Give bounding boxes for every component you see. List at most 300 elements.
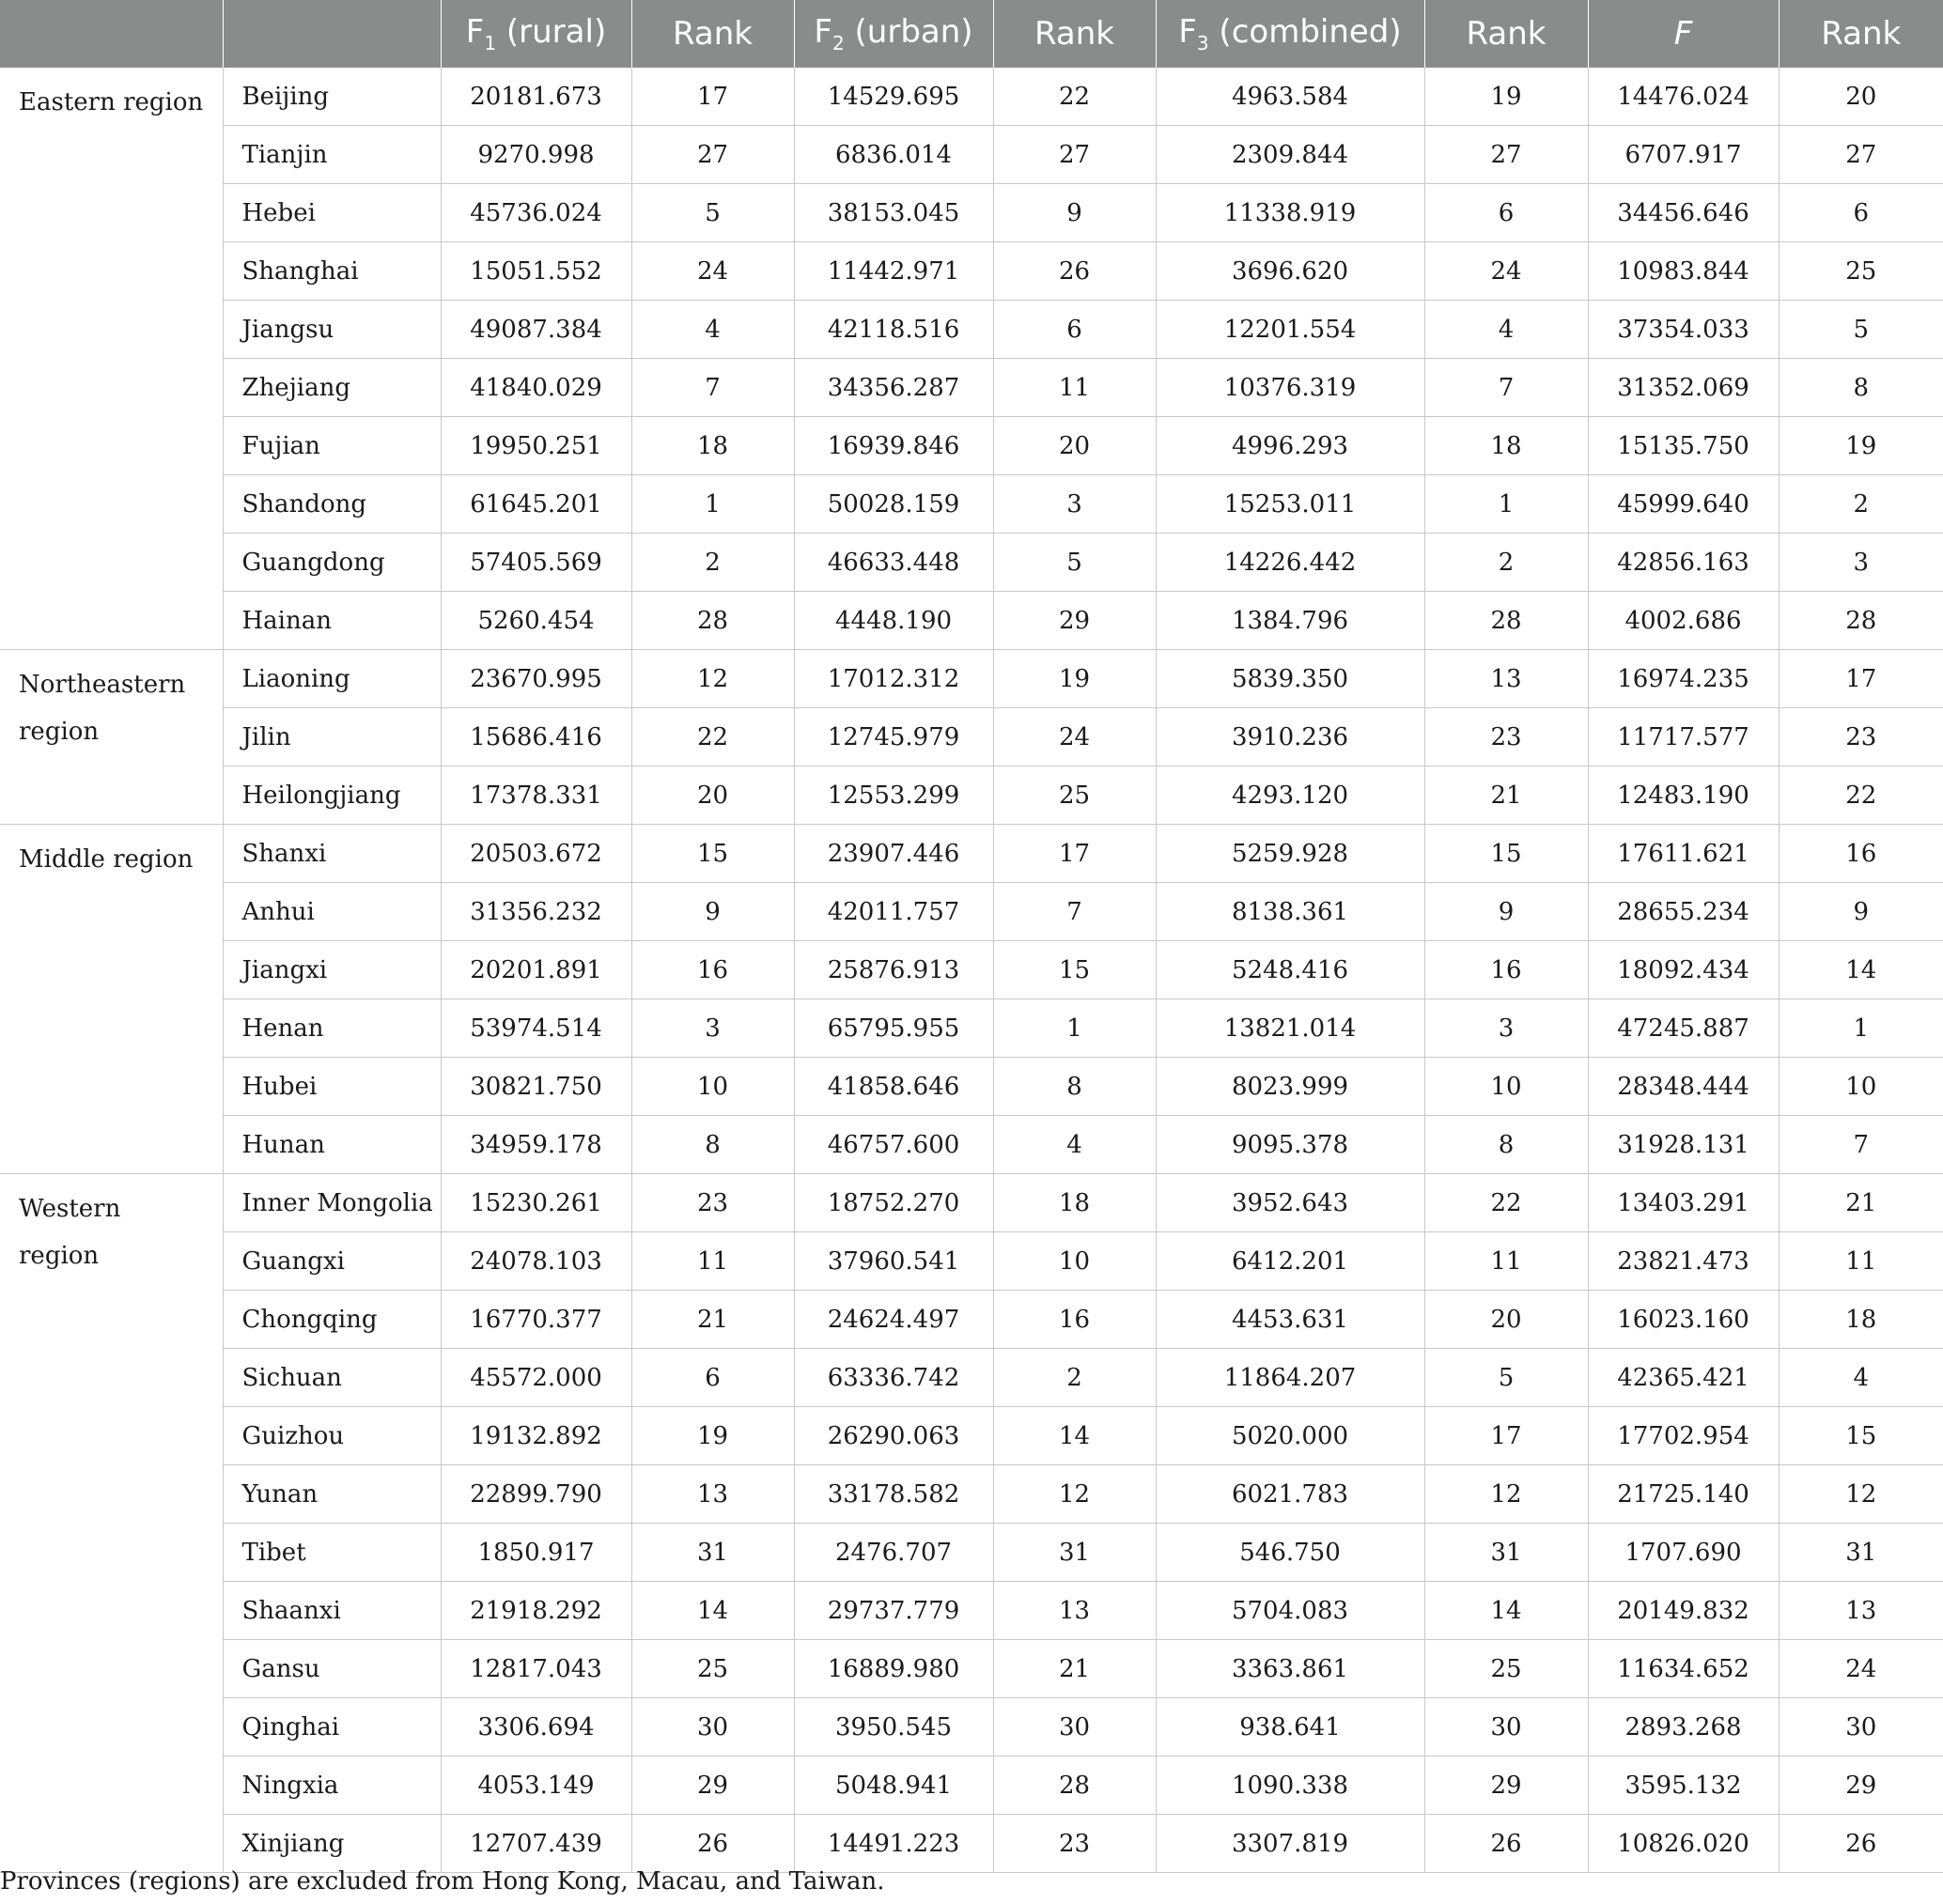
f2-rank-cell: 18 <box>993 1174 1156 1232</box>
table-row <box>0 475 1943 534</box>
f3-rank-cell: 15 <box>1424 825 1588 883</box>
f2-rank-cell: 8 <box>993 1058 1156 1116</box>
f1-rank-cell: 5 <box>631 184 794 242</box>
f1-value-cell: 31356.232 <box>441 883 631 941</box>
f-value-cell: 31928.131 <box>1588 1116 1779 1174</box>
f-rank-cell: 12 <box>1779 1465 1943 1524</box>
table-row <box>0 766 1943 825</box>
header-f1-sub: 1 <box>484 31 497 54</box>
f2-value-cell: 65795.955 <box>794 999 993 1058</box>
f3-rank-cell: 30 <box>1424 1698 1588 1757</box>
f2-value-cell: 37960.541 <box>794 1232 993 1291</box>
f2-rank-cell: 14 <box>993 1407 1156 1465</box>
table-row <box>0 417 1943 475</box>
table-body <box>0 68 1943 1873</box>
f2-value-cell: 6836.014 <box>794 126 993 184</box>
f3-value-cell: 938.641 <box>1156 1698 1424 1757</box>
f-rank-cell: 9 <box>1779 883 1943 941</box>
f3-rank-cell: 5 <box>1424 1349 1588 1407</box>
f1-rank-cell: 4 <box>631 301 794 359</box>
province-cell: Ningxia <box>223 1757 441 1815</box>
f2-value-cell: 29737.779 <box>794 1582 993 1640</box>
f1-value-cell: 20181.673 <box>441 68 631 126</box>
header-f3-sub: 3 <box>1196 31 1209 54</box>
province-cell: Liaoning <box>223 650 441 708</box>
province-cell: Hainan <box>223 592 441 650</box>
f2-rank-cell: 20 <box>993 417 1156 475</box>
f1-rank-cell: 17 <box>631 68 794 126</box>
f2-rank-cell: 16 <box>993 1291 1156 1349</box>
table-row <box>0 1232 1943 1291</box>
province-cell: Tibet <box>223 1524 441 1582</box>
f-value-cell: 3595.132 <box>1588 1757 1779 1815</box>
f1-value-cell: 1850.917 <box>441 1524 631 1582</box>
f3-rank-cell: 16 <box>1424 941 1588 999</box>
f3-value-cell: 13821.014 <box>1156 999 1424 1058</box>
table-row <box>0 941 1943 999</box>
f3-rank-cell: 26 <box>1424 1815 1588 1873</box>
f-value-cell: 2893.268 <box>1588 1698 1779 1757</box>
province-cell: Guizhou <box>223 1407 441 1465</box>
f3-value-cell: 5704.083 <box>1156 1582 1424 1640</box>
f1-rank-cell: 31 <box>631 1524 794 1582</box>
f-value-cell: 1707.690 <box>1588 1524 1779 1582</box>
f2-value-cell: 3950.545 <box>794 1698 993 1757</box>
f-rank-cell: 27 <box>1779 126 1943 184</box>
f1-rank-cell: 8 <box>631 1116 794 1174</box>
table-row <box>0 359 1943 417</box>
f1-value-cell: 9270.998 <box>441 126 631 184</box>
f-rank-cell: 6 <box>1779 184 1943 242</box>
province-cell: Tianjin <box>223 126 441 184</box>
f2-value-cell: 24624.497 <box>794 1291 993 1349</box>
f3-rank-cell: 6 <box>1424 184 1588 242</box>
header-province <box>223 0 441 68</box>
province-cell: Inner Mongolia <box>223 1174 441 1232</box>
f3-value-cell: 14226.442 <box>1156 534 1424 592</box>
f3-value-cell: 6021.783 <box>1156 1465 1424 1524</box>
f1-rank-cell: 6 <box>631 1349 794 1407</box>
f3-rank-cell: 28 <box>1424 592 1588 650</box>
f2-rank-cell: 25 <box>993 766 1156 825</box>
f3-value-cell: 5259.928 <box>1156 825 1424 883</box>
table-row <box>0 126 1943 184</box>
f-value-cell: 18092.434 <box>1588 941 1779 999</box>
f2-value-cell: 63336.742 <box>794 1349 993 1407</box>
f2-value-cell: 5048.941 <box>794 1757 993 1815</box>
table-row <box>0 999 1943 1058</box>
f3-value-cell: 3952.643 <box>1156 1174 1424 1232</box>
f-value-cell: 13403.291 <box>1588 1174 1779 1232</box>
f1-value-cell: 24078.103 <box>441 1232 631 1291</box>
f1-value-cell: 12707.439 <box>441 1815 631 1873</box>
header-f2 <box>794 0 993 68</box>
f1-rank-cell: 26 <box>631 1815 794 1873</box>
f1-value-cell: 15686.416 <box>441 708 631 766</box>
table-row <box>0 592 1943 650</box>
f1-rank-cell: 7 <box>631 359 794 417</box>
f1-rank-cell: 23 <box>631 1174 794 1232</box>
f-rank-cell: 13 <box>1779 1582 1943 1640</box>
f2-rank-cell: 19 <box>993 650 1156 708</box>
f3-value-cell: 11864.207 <box>1156 1349 1424 1407</box>
province-cell: Fujian <box>223 417 441 475</box>
f2-rank-cell: 1 <box>993 999 1156 1058</box>
f2-value-cell: 12745.979 <box>794 708 993 766</box>
f3-rank-cell: 21 <box>1424 766 1588 825</box>
f1-rank-cell: 22 <box>631 708 794 766</box>
f-rank-cell: 17 <box>1779 650 1943 708</box>
f2-value-cell: 34356.287 <box>794 359 993 417</box>
f-rank-cell: 20 <box>1779 68 1943 126</box>
f2-rank-cell: 6 <box>993 301 1156 359</box>
f2-rank-cell: 3 <box>993 475 1156 534</box>
header-rank-3: Rank <box>1424 0 1588 68</box>
f2-value-cell: 14529.695 <box>794 68 993 126</box>
f2-value-cell: 17012.312 <box>794 650 993 708</box>
f3-rank-cell: 11 <box>1424 1232 1588 1291</box>
f1-value-cell: 41840.029 <box>441 359 631 417</box>
f3-value-cell: 3910.236 <box>1156 708 1424 766</box>
f2-value-cell: 38153.045 <box>794 184 993 242</box>
f1-rank-cell: 12 <box>631 650 794 708</box>
f-value-cell: 11634.652 <box>1588 1640 1779 1698</box>
f1-value-cell: 12817.043 <box>441 1640 631 1698</box>
f2-rank-cell: 24 <box>993 708 1156 766</box>
f3-value-cell: 12201.554 <box>1156 301 1424 359</box>
f1-rank-cell: 3 <box>631 999 794 1058</box>
f3-rank-cell: 12 <box>1424 1465 1588 1524</box>
f3-value-cell: 4963.584 <box>1156 68 1424 126</box>
table-footnote: Provinces (regions) are excluded from Hong Kong, Macau, and Taiwan. <box>0 1867 885 1896</box>
f2-rank-cell: 15 <box>993 941 1156 999</box>
f-value-cell: 17611.621 <box>1588 825 1779 883</box>
f-value-cell: 15135.750 <box>1588 417 1779 475</box>
f-value-cell: 28348.444 <box>1588 1058 1779 1116</box>
f2-rank-cell: 7 <box>993 883 1156 941</box>
f-value-cell: 14476.024 <box>1588 68 1779 126</box>
f3-value-cell: 3363.861 <box>1156 1640 1424 1698</box>
table-row <box>0 1349 1943 1407</box>
f2-rank-cell: 5 <box>993 534 1156 592</box>
f-rank-cell: 5 <box>1779 301 1943 359</box>
f-rank-cell: 1 <box>1779 999 1943 1058</box>
f-rank-cell: 10 <box>1779 1058 1943 1116</box>
f1-rank-cell: 1 <box>631 475 794 534</box>
header-f <box>1588 0 1779 68</box>
f-value-cell: 45999.640 <box>1588 475 1779 534</box>
f1-value-cell: 45736.024 <box>441 184 631 242</box>
f-rank-cell: 28 <box>1779 592 1943 650</box>
province-cell: Heilongjiang <box>223 766 441 825</box>
f2-rank-cell: 26 <box>993 242 1156 301</box>
f2-value-cell: 23907.446 <box>794 825 993 883</box>
f3-value-cell: 3307.819 <box>1156 1815 1424 1873</box>
table-row <box>0 1291 1943 1349</box>
f1-value-cell: 16770.377 <box>441 1291 631 1349</box>
header-rank-4: Rank <box>1779 0 1943 68</box>
f-value-cell: 10983.844 <box>1588 242 1779 301</box>
province-cell: Shaanxi <box>223 1582 441 1640</box>
province-cell: Sichuan <box>223 1349 441 1407</box>
f2-value-cell: 4448.190 <box>794 592 993 650</box>
f3-value-cell: 11338.919 <box>1156 184 1424 242</box>
f2-value-cell: 33178.582 <box>794 1465 993 1524</box>
header-f3 <box>1156 0 1424 68</box>
f3-value-cell: 15253.011 <box>1156 475 1424 534</box>
header-f-italic: F <box>1673 15 1693 53</box>
f-value-cell: 6707.917 <box>1588 126 1779 184</box>
f3-value-cell: 2309.844 <box>1156 126 1424 184</box>
f2-rank-cell: 12 <box>993 1465 1156 1524</box>
table-row <box>0 242 1943 301</box>
f1-value-cell: 57405.569 <box>441 534 631 592</box>
f1-rank-cell: 19 <box>631 1407 794 1465</box>
province-cell: Yunan <box>223 1465 441 1524</box>
f1-value-cell: 17378.331 <box>441 766 631 825</box>
f2-rank-cell: 27 <box>993 126 1156 184</box>
f1-rank-cell: 9 <box>631 883 794 941</box>
header-f2-main: F <box>814 13 832 52</box>
f1-rank-cell: 29 <box>631 1757 794 1815</box>
f-rank-cell: 30 <box>1779 1698 1943 1757</box>
province-cell: Jilin <box>223 708 441 766</box>
f-rank-cell: 19 <box>1779 417 1943 475</box>
f-rank-cell: 11 <box>1779 1232 1943 1291</box>
table-row <box>0 708 1943 766</box>
province-cell: Hebei <box>223 184 441 242</box>
f1-rank-cell: 14 <box>631 1582 794 1640</box>
table-row <box>0 1407 1943 1465</box>
f-value-cell: 37354.033 <box>1588 301 1779 359</box>
f3-rank-cell: 13 <box>1424 650 1588 708</box>
f1-value-cell: 4053.149 <box>441 1757 631 1815</box>
f-value-cell: 47245.887 <box>1588 999 1779 1058</box>
f-rank-cell: 23 <box>1779 708 1943 766</box>
f-value-cell: 20149.832 <box>1588 1582 1779 1640</box>
f3-value-cell: 5020.000 <box>1156 1407 1424 1465</box>
f1-rank-cell: 28 <box>631 592 794 650</box>
f1-value-cell: 15230.261 <box>441 1174 631 1232</box>
f2-value-cell: 14491.223 <box>794 1815 993 1873</box>
f-rank-cell: 21 <box>1779 1174 1943 1232</box>
province-cell: Hunan <box>223 1116 441 1174</box>
f3-value-cell: 8023.999 <box>1156 1058 1424 1116</box>
f-rank-cell: 31 <box>1779 1524 1943 1582</box>
f2-rank-cell: 13 <box>993 1582 1156 1640</box>
table-row <box>0 883 1943 941</box>
f3-rank-cell: 10 <box>1424 1058 1588 1116</box>
f3-rank-cell: 20 <box>1424 1291 1588 1349</box>
header-rank-2: Rank <box>993 0 1156 68</box>
f-value-cell: 42856.163 <box>1588 534 1779 592</box>
f2-rank-cell: 23 <box>993 1815 1156 1873</box>
f3-rank-cell: 27 <box>1424 126 1588 184</box>
f2-value-cell: 2476.707 <box>794 1524 993 1582</box>
f1-value-cell: 19950.251 <box>441 417 631 475</box>
f3-value-cell: 9095.378 <box>1156 1116 1424 1174</box>
province-cell: Chongqing <box>223 1291 441 1349</box>
f3-rank-cell: 4 <box>1424 301 1588 359</box>
f2-value-cell: 16889.980 <box>794 1640 993 1698</box>
f-value-cell: 12483.190 <box>1588 766 1779 825</box>
f-rank-cell: 24 <box>1779 1640 1943 1698</box>
f1-rank-cell: 15 <box>631 825 794 883</box>
f2-value-cell: 12553.299 <box>794 766 993 825</box>
f1-value-cell: 20201.891 <box>441 941 631 999</box>
f2-rank-cell: 10 <box>993 1232 1156 1291</box>
province-cell: Jiangsu <box>223 301 441 359</box>
f-value-cell: 34456.646 <box>1588 184 1779 242</box>
province-cell: Beijing <box>223 68 441 126</box>
f1-value-cell: 34959.178 <box>441 1116 631 1174</box>
f1-value-cell: 49087.384 <box>441 301 631 359</box>
province-cell: Guangdong <box>223 534 441 592</box>
f-value-cell: 23821.473 <box>1588 1232 1779 1291</box>
f2-rank-cell: 11 <box>993 359 1156 417</box>
f2-value-cell: 41858.646 <box>794 1058 993 1116</box>
table-row <box>0 1640 1943 1698</box>
f-rank-cell: 25 <box>1779 242 1943 301</box>
f3-value-cell: 1090.338 <box>1156 1757 1424 1815</box>
f1-value-cell: 5260.454 <box>441 592 631 650</box>
f-rank-cell: 16 <box>1779 825 1943 883</box>
province-cell: Gansu <box>223 1640 441 1698</box>
province-cell: Shandong <box>223 475 441 534</box>
f-value-cell: 10826.020 <box>1588 1815 1779 1873</box>
province-cell: Zhejiang <box>223 359 441 417</box>
f-rank-cell: 7 <box>1779 1116 1943 1174</box>
f1-rank-cell: 13 <box>631 1465 794 1524</box>
f3-rank-cell: 25 <box>1424 1640 1588 1698</box>
f2-rank-cell: 29 <box>993 592 1156 650</box>
table-row <box>0 825 1943 883</box>
f1-value-cell: 23670.995 <box>441 650 631 708</box>
f3-rank-cell: 29 <box>1424 1757 1588 1815</box>
f3-rank-cell: 9 <box>1424 883 1588 941</box>
f2-value-cell: 42118.516 <box>794 301 993 359</box>
f2-value-cell: 11442.971 <box>794 242 993 301</box>
f2-rank-cell: 9 <box>993 184 1156 242</box>
table-row <box>0 1815 1943 1873</box>
header-f2-rest: (urban) <box>844 13 973 52</box>
f3-rank-cell: 7 <box>1424 359 1588 417</box>
table-row <box>0 1465 1943 1524</box>
table-row <box>0 301 1943 359</box>
f-value-cell: 16974.235 <box>1588 650 1779 708</box>
f3-value-cell: 6412.201 <box>1156 1232 1424 1291</box>
f-rank-cell: 8 <box>1779 359 1943 417</box>
region-name-cell: Middle region <box>0 825 223 1174</box>
f1-value-cell: 21918.292 <box>441 1582 631 1640</box>
f3-value-cell: 546.750 <box>1156 1524 1424 1582</box>
table-row <box>0 1757 1943 1815</box>
f1-rank-cell: 20 <box>631 766 794 825</box>
f1-rank-cell: 21 <box>631 1291 794 1349</box>
f2-value-cell: 26290.063 <box>794 1407 993 1465</box>
f-rank-cell: 14 <box>1779 941 1943 999</box>
f1-rank-cell: 2 <box>631 534 794 592</box>
f2-value-cell: 25876.913 <box>794 941 993 999</box>
f-rank-cell: 2 <box>1779 475 1943 534</box>
province-cell: Jiangxi <box>223 941 441 999</box>
f2-rank-cell: 31 <box>993 1524 1156 1582</box>
table-row <box>0 184 1943 242</box>
table-row <box>0 68 1943 126</box>
f1-rank-cell: 10 <box>631 1058 794 1116</box>
f3-rank-cell: 2 <box>1424 534 1588 592</box>
region-name-cell: Northeastern region <box>0 650 223 825</box>
f2-rank-cell: 4 <box>993 1116 1156 1174</box>
region-name-cell: Eastern region <box>0 68 223 650</box>
header-region <box>0 0 223 68</box>
f3-value-cell: 10376.319 <box>1156 359 1424 417</box>
province-cell: Qinghai <box>223 1698 441 1757</box>
table-row <box>0 1698 1943 1757</box>
f-rank-cell: 18 <box>1779 1291 1943 1349</box>
f3-value-cell: 4293.120 <box>1156 766 1424 825</box>
f-value-cell: 4002.686 <box>1588 592 1779 650</box>
province-cell: Shanghai <box>223 242 441 301</box>
f2-rank-cell: 28 <box>993 1757 1156 1815</box>
header-rank-1: Rank <box>631 0 794 68</box>
header-f3-rest: (combined) <box>1208 13 1402 52</box>
f2-rank-cell: 2 <box>993 1349 1156 1407</box>
f-rank-cell: 29 <box>1779 1757 1943 1815</box>
f1-rank-cell: 30 <box>631 1698 794 1757</box>
header-f2-sub: 2 <box>832 31 845 54</box>
f1-value-cell: 19132.892 <box>441 1407 631 1465</box>
f3-value-cell: 3696.620 <box>1156 242 1424 301</box>
table-row <box>0 1174 1943 1232</box>
f2-value-cell: 42011.757 <box>794 883 993 941</box>
f2-value-cell: 18752.270 <box>794 1174 993 1232</box>
f-rank-cell: 22 <box>1779 766 1943 825</box>
f2-rank-cell: 30 <box>993 1698 1156 1757</box>
f1-rank-cell: 11 <box>631 1232 794 1291</box>
f1-value-cell: 15051.552 <box>441 242 631 301</box>
f1-value-cell: 20503.672 <box>441 825 631 883</box>
header-f1 <box>441 0 631 68</box>
f1-rank-cell: 25 <box>631 1640 794 1698</box>
f3-rank-cell: 1 <box>1424 475 1588 534</box>
f2-value-cell: 46757.600 <box>794 1116 993 1174</box>
f2-rank-cell: 22 <box>993 68 1156 126</box>
f2-value-cell: 50028.159 <box>794 475 993 534</box>
f-rank-cell: 15 <box>1779 1407 1943 1465</box>
f3-rank-cell: 19 <box>1424 68 1588 126</box>
province-cell: Guangxi <box>223 1232 441 1291</box>
f3-value-cell: 5839.350 <box>1156 650 1424 708</box>
f3-rank-cell: 22 <box>1424 1174 1588 1232</box>
table-row <box>0 1116 1943 1174</box>
f3-rank-cell: 23 <box>1424 708 1588 766</box>
f3-rank-cell: 3 <box>1424 999 1588 1058</box>
f1-value-cell: 22899.790 <box>441 1465 631 1524</box>
f-value-cell: 42365.421 <box>1588 1349 1779 1407</box>
f3-value-cell: 8138.361 <box>1156 883 1424 941</box>
f-value-cell: 31352.069 <box>1588 359 1779 417</box>
f1-value-cell: 30821.750 <box>441 1058 631 1116</box>
f3-value-cell: 4453.631 <box>1156 1291 1424 1349</box>
province-cell: Henan <box>223 999 441 1058</box>
f-value-cell: 11717.577 <box>1588 708 1779 766</box>
f2-value-cell: 16939.846 <box>794 417 993 475</box>
province-cell: Shanxi <box>223 825 441 883</box>
f3-rank-cell: 18 <box>1424 417 1588 475</box>
f1-rank-cell: 24 <box>631 242 794 301</box>
table-row <box>0 1524 1943 1582</box>
